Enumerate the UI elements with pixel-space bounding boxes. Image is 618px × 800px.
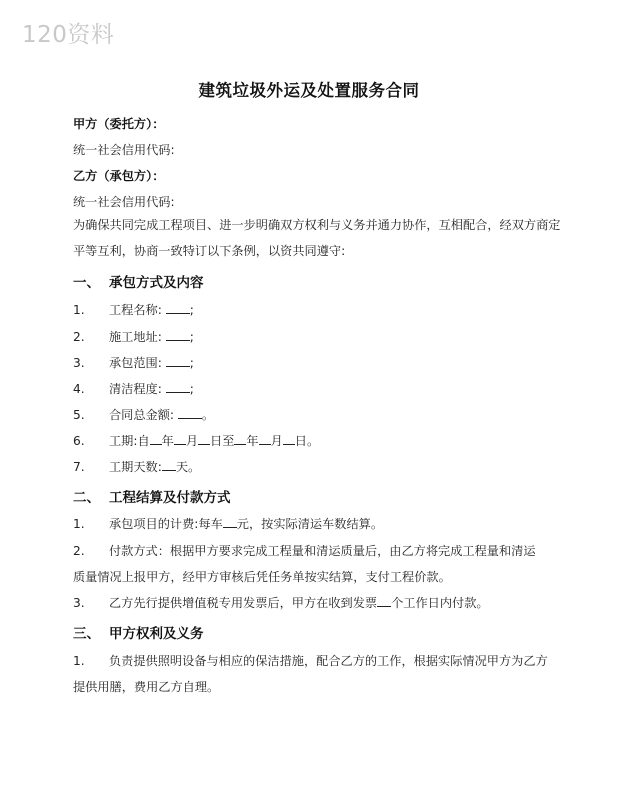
item-number: 2. bbox=[73, 330, 85, 344]
blank-line bbox=[259, 433, 271, 445]
list-item bbox=[73, 354, 194, 371]
item-number: 2. bbox=[73, 544, 85, 558]
blank-line bbox=[166, 381, 190, 393]
invoice-tail: 个工作日内付款。 bbox=[391, 596, 489, 610]
item-number: 1. bbox=[73, 303, 85, 317]
item-number: 1. bbox=[73, 654, 85, 668]
blank-line bbox=[223, 516, 237, 528]
section-3-heading bbox=[73, 622, 204, 642]
month-label: 月 bbox=[185, 434, 199, 448]
list-item bbox=[73, 328, 194, 345]
blank-line bbox=[150, 433, 162, 445]
section-title: 承包方式及内容 bbox=[109, 275, 204, 291]
item-number: 6. bbox=[73, 434, 85, 448]
list-item bbox=[73, 406, 214, 423]
blank-line bbox=[283, 433, 295, 445]
party-b-label: 乙方（承包方）： bbox=[73, 169, 165, 183]
section-2-heading bbox=[73, 486, 231, 506]
list-item bbox=[73, 301, 194, 318]
item-tail: ; bbox=[189, 303, 194, 317]
section-number: 一、 bbox=[73, 275, 100, 291]
days-label: 工期天数: bbox=[109, 460, 162, 474]
list-item bbox=[73, 380, 194, 397]
item-tail: ; bbox=[189, 356, 194, 370]
blank-line bbox=[166, 329, 190, 341]
list-item bbox=[73, 458, 200, 475]
item-label: 施工地址: bbox=[109, 330, 162, 344]
item-label: 清洁程度: bbox=[109, 382, 162, 396]
document-title: 建筑垃圾外运及处置服务合同 bbox=[198, 81, 420, 100]
list-item bbox=[73, 515, 383, 532]
section-title: 工程结算及付款方式 bbox=[109, 490, 231, 506]
blank-line bbox=[162, 459, 176, 471]
list-item bbox=[73, 542, 536, 559]
blank-line bbox=[178, 407, 202, 419]
item-tail: ; bbox=[189, 330, 194, 344]
blank-line bbox=[166, 302, 190, 314]
list-item bbox=[73, 432, 319, 449]
list-item bbox=[73, 652, 548, 669]
item-number: 3. bbox=[73, 596, 85, 610]
party-a-code-label: 统一社会信用代码: bbox=[73, 143, 175, 157]
list-item bbox=[73, 594, 489, 611]
year-label: 年 bbox=[246, 434, 259, 448]
month-label: 月 bbox=[270, 434, 283, 448]
item-number: 3. bbox=[73, 356, 85, 370]
blank-line bbox=[198, 433, 210, 445]
item-tail: ; bbox=[189, 382, 194, 396]
duty-text-line1: 负责提供照明设备与相应的保洁措施，配合乙方的工作，根据实际情况甲方为乙方 bbox=[109, 654, 548, 668]
days-unit: 天。 bbox=[175, 460, 201, 474]
section-title: 甲方权利及义务 bbox=[109, 626, 204, 642]
blank-line bbox=[234, 433, 246, 445]
period-start-label: 工期:自 bbox=[109, 434, 150, 448]
party-b-code-label: 统一社会信用代码: bbox=[73, 195, 175, 209]
duty-text-line2: 提供用膳，费用乙方自理。 bbox=[73, 680, 220, 694]
intro-paragraph: 为确保共同完成工程项目、进一步明确双方权利与义务并通力协作，互相配合，经双方商定平等互利，协商一致特订以下条例，以资共同遵守: bbox=[73, 218, 561, 258]
blank-line bbox=[174, 433, 186, 445]
payment-text-line1: 付款方式：根据甲方要求完成工程量和清运质量后，由乙方将完成工程量和清运 bbox=[109, 544, 536, 558]
year-label: 年 bbox=[161, 434, 174, 448]
blank-line bbox=[166, 355, 190, 367]
party-a-label: 甲方（委托方）： bbox=[73, 117, 165, 131]
blank-line bbox=[377, 595, 391, 607]
item-number: 7. bbox=[73, 460, 85, 474]
item-label: 合同总金额: bbox=[109, 408, 175, 422]
day-label: 日。 bbox=[294, 434, 320, 448]
item-tail: 。 bbox=[201, 408, 215, 422]
section-1-heading bbox=[73, 271, 204, 291]
fee-text: 元，按实际清运车数结算。 bbox=[236, 517, 384, 531]
day-to-label: 日至 bbox=[210, 434, 235, 448]
fee-label: 承包项目的计费:每车 bbox=[109, 517, 223, 531]
item-label: 承包范围: bbox=[109, 356, 162, 370]
watermark: 120资料 bbox=[22, 22, 115, 48]
item-number: 4. bbox=[73, 382, 85, 396]
invoice-text: 乙方先行提供增值税专用发票后，甲方在收到发票 bbox=[109, 596, 378, 610]
section-number: 二、 bbox=[73, 490, 100, 506]
section-number: 三、 bbox=[73, 626, 100, 642]
item-label: 工程名称: bbox=[109, 303, 162, 317]
item-number: 1. bbox=[73, 517, 85, 531]
item-number: 5. bbox=[73, 408, 85, 422]
payment-text-line2: 质量情况上报甲方，经甲方审核后凭任务单按实结算，支付工程价款。 bbox=[73, 570, 451, 584]
